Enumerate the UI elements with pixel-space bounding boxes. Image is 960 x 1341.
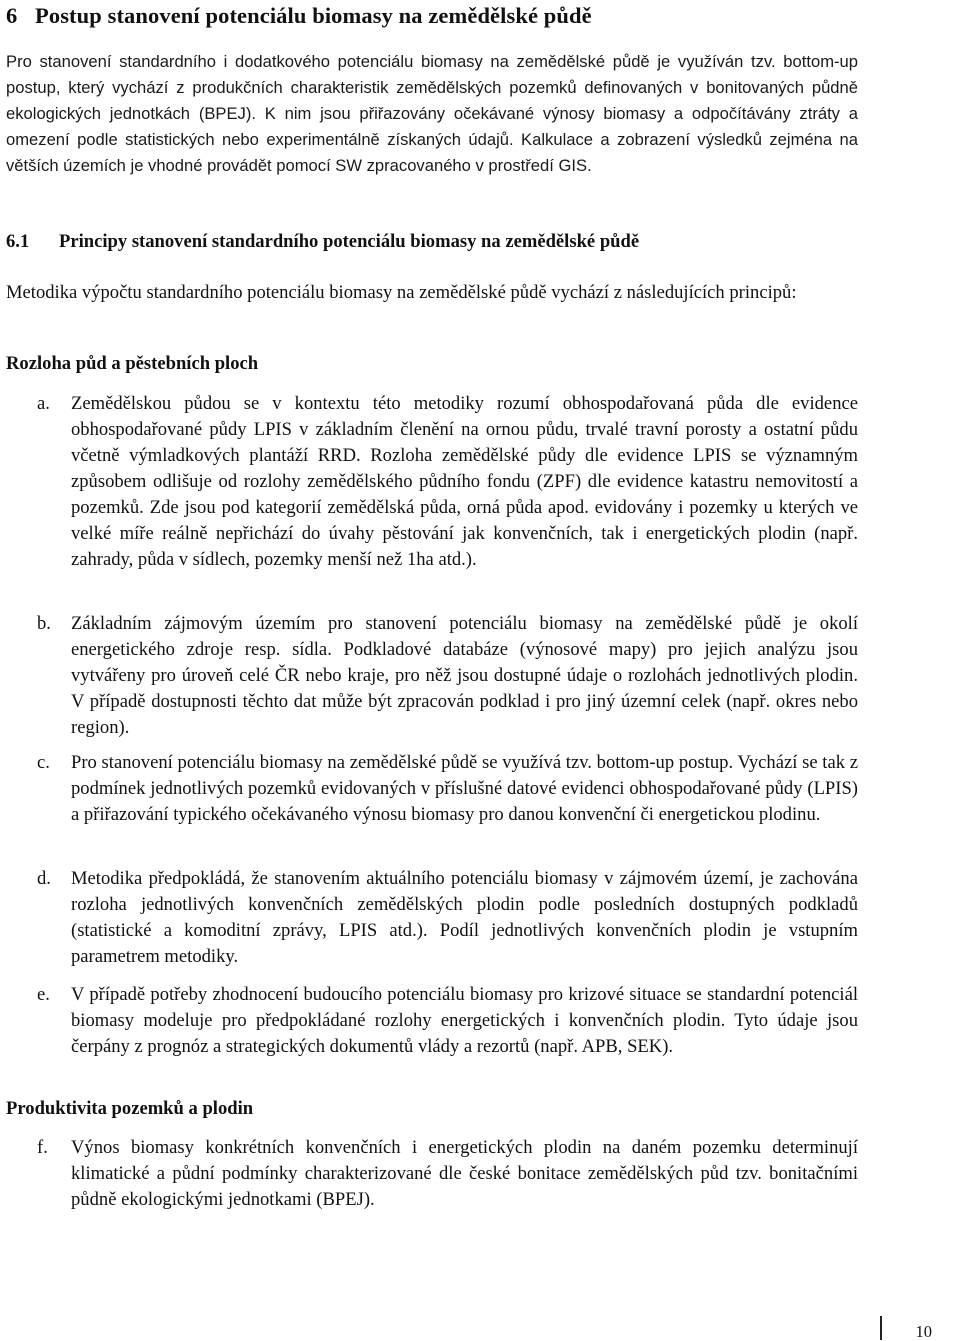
section-intro-paragraph: Pro stanovení standardního i dodatkového potenciálu biomasy na zemědělské půdě je využíván tzv. bottom-up postup, který vychází z produkčních charakteristik zemědělských pozemků definovaných v bonitovaných půdně ekologických jednotkách (BPEJ). K nim jsou přiřazovány očekávané výnosy biomasy a odpočítávány ztráty a omezení podle statistických nebo experimentálně získaných údajů. Kalkulace a zobrazení výsledků zejména na větších územích je vhodné provádět pomocí SW zpracovaného v prostředí GIS. — [6, 52, 858, 176]
page-number: 10 — [915, 1322, 932, 1341]
list-item-text: Základním zájmovým územím pro stanovení potenciálu biomasy na zemědělské půdě je okolí energetického zdroje resp. sídla. Podkladové databáze (výnosové mapy) pro jejich analýzu jsou vytvářeny pro úroveň celé ČR nebo kraje, pro něž jsou dostupné údaje o rozlohách jednotlivých plodin. V případě dostupnosti těchto dat může být zpracován podklad i pro jiný územní celek (např. okres nebo region). — [71, 613, 858, 738]
section-number: 6 — [6, 3, 18, 28]
list-item-text: Zemědělskou půdou se v kontextu této metodiky rozumí obhospodařovaná půda dle evidence obhospodařované půdy LPIS v základním členění na ornou půdu, trvalé travní porosty a ostatní půdu včetně výmladkových plantáží RRD. Rozloha zemědělské půdy dle evidence LPIS se významným způsobem odlišuje od rozlohy zemědělského půdního fondu (ZPF) dle evidence katastru nemovitostí a pozemků. Zde jsou pod kategorií zemědělská půda, orná půda apod. evidovány i pozemky u kterých ve velké míře reálně nepřichází do úvahy pěstování jak konvenčních, tak i energetických plodin (např. zahrady, půda v sídlech, pozemky menší než 1ha atd.). — [71, 393, 858, 570]
subsection-intro-paragraph: Metodika výpočtu standardního potenciálu biomasy na zemědělské půdě vychází z následujících principů: — [6, 282, 797, 303]
list-item-text: Metodika předpokládá, že stanovením aktuálního potenciálu biomasy v zájmovém území, je zachována rozloha jednotlivých konvenčních zemědělských plodin podle posledních dostupných podkladů (statistické a komoditní zprávy, LPIS atd.). Podíl jednotlivých konvenčních plodin je vstupním parametrem metodiky. — [71, 868, 858, 967]
group-heading-area: Rozloha půd a pěstebních ploch — [6, 353, 259, 374]
list-marker: e. — [37, 984, 50, 1005]
subsection-heading — [6, 231, 639, 253]
section-title: Postup stanovení potenciálu biomasy na zemědělské půdě — [35, 3, 592, 28]
subsection-title: Principy stanovení standardního potenciálu biomasy na zemědělské půdě — [59, 231, 640, 252]
group-heading-productivity: Produktivita pozemků a plodin — [6, 1098, 254, 1119]
subsection-number: 6.1 — [6, 231, 30, 252]
section-heading — [6, 3, 592, 29]
list-marker: d. — [37, 868, 51, 889]
list-item-text: Výnos biomasy konkrétních konvenčních i energetických plodin na daném pozemku determinují klimatické a půdní podmínky charakterizované dle české bonitace zemědělských půd tzv. bonitačními půdně ekologickými jednotkami (BPEJ). — [71, 1137, 858, 1210]
list-item-text: Pro stanovení potenciálu biomasy na zemědělské půdě se využívá tzv. bottom-up postup. Vychází se tak z podmínek jednotlivých pozemků evidovaných v příslušné datové evidenci obhospodařované půdy (LPIS) a přiřazování typického očekávaného výnosu biomasy pro danou konvenční či energetickou plodinu. — [71, 752, 858, 825]
list-marker: a. — [37, 393, 50, 414]
list-marker: b. — [37, 613, 51, 634]
page-number-divider — [880, 1316, 882, 1340]
list-marker: f. — [37, 1137, 48, 1158]
list-marker: c. — [37, 752, 50, 773]
list-item-text: V případě potřeby zhodnocení budoucího potenciálu biomasy pro krizové situace se standardní potenciál biomasy modeluje pro předpokládané rozlohy energetických i konvenčních plodin. Tyto údaje jsou čerpány z prognóz a strategických dokumentů vlády a rezortů (např. APB, SEK). — [71, 984, 858, 1057]
